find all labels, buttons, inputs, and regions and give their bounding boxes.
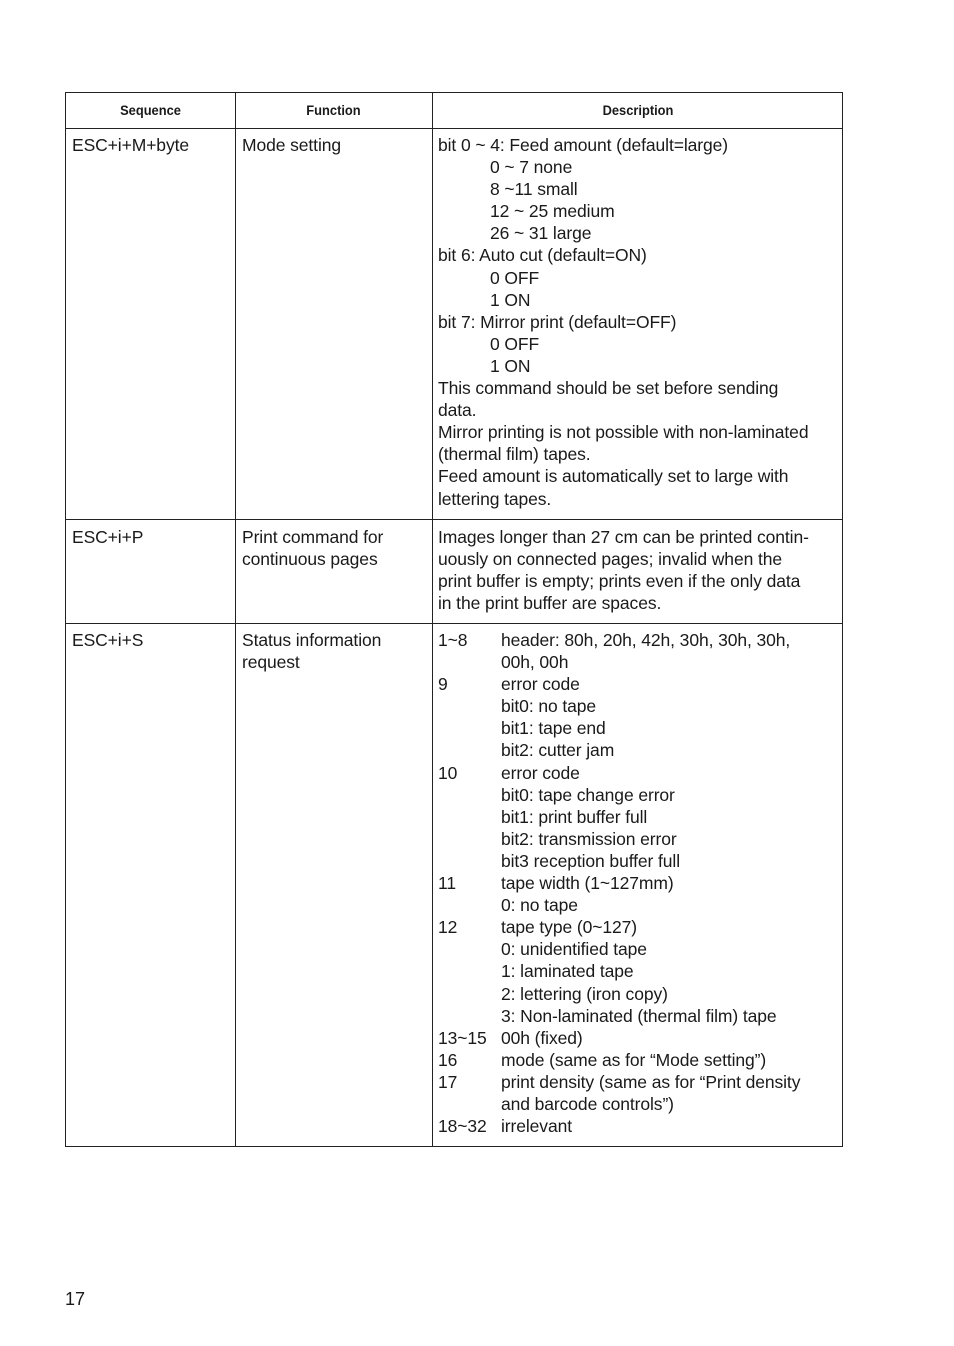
description-line: bit 7: Mirror print (default=OFF) — [438, 311, 677, 332]
status-description-line: error code — [501, 674, 580, 695]
description-line: uously on connected pages; invalid when the — [438, 549, 782, 570]
status-description-line: mode (same as for “Mode setting”) — [501, 1049, 767, 1070]
row-divider — [66, 519, 842, 520]
description-line: 12 ~ 25 medium — [490, 201, 615, 222]
status-description-line: bit0: tape change error — [501, 784, 675, 805]
status-byte-number: 1~8 — [438, 630, 468, 650]
row-mode-setting-description — [438, 134, 840, 510]
status-description-line: error code — [501, 762, 580, 783]
description-line: 1 ON — [490, 355, 531, 376]
description-line: print buffer is empty; prints even if the only data — [438, 571, 801, 592]
page-number: 17 — [65, 1289, 86, 1309]
status-byte-description — [501, 629, 840, 673]
status-entry — [438, 1027, 840, 1049]
status-description-line: bit1: print buffer full — [501, 806, 648, 827]
row-divider — [66, 623, 842, 624]
status-description-line: header: 80h, 20h, 42h, 30h, 30h, 30h, — [501, 630, 791, 650]
status-byte-description — [501, 762, 840, 872]
description-line: Feed amount is automatically set to large with — [438, 466, 789, 487]
status-description-line: 00h, 00h — [501, 652, 569, 673]
header-description: Description — [602, 102, 674, 118]
description-line: 0 OFF — [490, 267, 540, 288]
function-line: continuous pages — [242, 549, 378, 570]
status-description-line: 3: Non-laminated (thermal film) tape — [501, 1005, 777, 1026]
status-description-line: 0: unidentified tape — [501, 939, 647, 960]
row-status-request-description — [438, 629, 840, 1137]
status-byte-description — [501, 1115, 840, 1137]
status-entry — [438, 1115, 840, 1137]
description-line: Mirror printing is not possible with non-laminated — [438, 422, 809, 443]
status-description-line: 1: laminated tape — [501, 961, 634, 982]
status-description-line: tape type (0~127) — [501, 917, 637, 938]
status-byte-description — [501, 1071, 840, 1115]
header-function: Function — [306, 102, 361, 118]
status-entry — [438, 1071, 840, 1115]
status-byte-number: 11 — [438, 873, 456, 894]
row-print-command-description — [438, 526, 840, 614]
description-line: data. — [438, 400, 477, 421]
description-line: lettering tapes. — [438, 488, 552, 509]
status-byte-number: 12 — [438, 917, 458, 938]
status-entry — [438, 629, 840, 673]
description-line: 0 OFF — [490, 333, 540, 354]
function-line: request — [242, 652, 300, 673]
status-byte-description — [501, 1049, 840, 1071]
row-status-request-sequence: ESC+i+S — [72, 630, 144, 650]
description-line: 8 ~11 small — [490, 179, 578, 200]
status-description-line: bit2: cutter jam — [501, 740, 615, 761]
status-byte-description — [501, 872, 840, 916]
description-line: 1 ON — [490, 289, 531, 310]
description-line: in the print buffer are spaces. — [438, 593, 662, 614]
status-description-line: 00h (fixed) — [501, 1027, 583, 1048]
status-entry — [438, 762, 840, 872]
row-status-request-function — [242, 629, 428, 673]
status-description-line: 2: lettering (iron copy) — [501, 983, 668, 1004]
status-byte-description — [501, 1027, 840, 1049]
command-table — [65, 92, 843, 1147]
status-entry — [438, 673, 840, 761]
description-line: Images longer than 27 cm can be printed contin- — [438, 527, 809, 547]
status-byte-number: 9 — [438, 674, 448, 695]
status-byte-number: 18~32 — [438, 1116, 487, 1137]
header-sequence: Sequence — [120, 102, 181, 118]
status-description-line: bit3 reception buffer full — [501, 850, 680, 871]
status-byte-number: 16 — [438, 1049, 458, 1070]
status-description-line: and barcode controls”) — [501, 1093, 674, 1114]
column-divider — [432, 93, 433, 1146]
status-byte-number: 10 — [438, 762, 458, 783]
function-line: Print command for — [242, 527, 384, 547]
row-mode-setting-function: Mode setting — [242, 135, 341, 155]
status-description-line: tape width (1~127mm) — [501, 873, 674, 894]
status-entry — [438, 916, 840, 1026]
status-description-line: irrelevant — [501, 1116, 572, 1137]
description-line: bit 0 ~ 4: Feed amount (default=large) — [438, 135, 728, 155]
column-divider — [235, 93, 236, 1146]
description-line: bit 6: Auto cut (default=ON) — [438, 245, 647, 266]
status-byte-description — [501, 916, 840, 1026]
row-divider — [66, 128, 842, 129]
status-entry — [438, 872, 840, 916]
status-description-line: print density (same as for “Print density — [501, 1071, 801, 1092]
status-byte-description — [501, 673, 840, 761]
function-line: Status information — [242, 630, 382, 650]
status-description-line: bit0: no tape — [501, 696, 597, 717]
row-print-command-function — [242, 526, 428, 570]
description-line: This command should be set before sending — [438, 378, 779, 399]
status-description-line: bit2: transmission error — [501, 828, 677, 849]
description-line: 0 ~ 7 none — [490, 157, 573, 178]
description-line: (thermal film) tapes. — [438, 444, 591, 465]
status-description-line: 0: no tape — [501, 895, 578, 916]
description-line: 26 ~ 31 large — [490, 223, 592, 244]
row-mode-setting-sequence: ESC+i+M+byte — [72, 135, 189, 155]
row-print-command-sequence: ESC+i+P — [72, 527, 144, 547]
status-byte-number: 17 — [438, 1071, 458, 1092]
status-description-line: bit1: tape end — [501, 718, 606, 739]
status-byte-number: 13~15 — [438, 1027, 487, 1048]
status-entry — [438, 1049, 840, 1071]
